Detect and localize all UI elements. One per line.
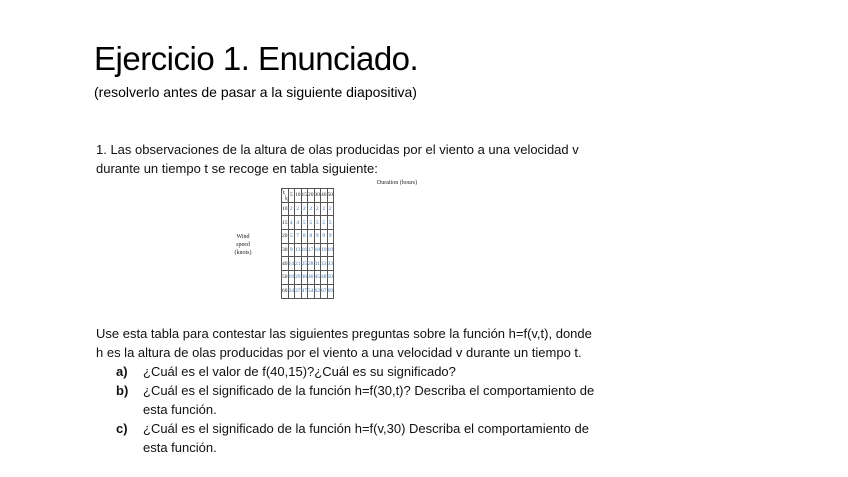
table-cell: 2 [314, 202, 321, 216]
intro-line: 1. Las observaciones de la altura de olas producidas por el viento a una velocidad v [96, 142, 579, 157]
table-cell: 40 [308, 271, 315, 285]
duration-caption: Duration (hours) [376, 180, 418, 186]
row-header-cell: 50 [282, 271, 289, 285]
row-caption-line: speed [236, 242, 250, 248]
column-header-cell: 5 [288, 189, 295, 203]
column-header-cell: 40 [321, 189, 328, 203]
question-line: esta función. [143, 440, 217, 455]
question-text [143, 362, 456, 381]
table-cell: 2 [327, 202, 334, 216]
table-header-row [282, 189, 334, 203]
column-header-cell: 20 [308, 189, 315, 203]
table-cell: 19 [288, 271, 295, 285]
question-label: c) [116, 421, 128, 436]
table-cell: 19 [321, 243, 328, 257]
row-header-cell: 15 [282, 216, 289, 230]
row-header-cell: 10 [282, 202, 289, 216]
corner-t: t [282, 190, 285, 196]
table-cell: 5 [301, 216, 308, 230]
table-cell: 17 [308, 243, 315, 257]
table-cell: 24 [288, 284, 295, 298]
body-line: h es la altura de olas producidas por el viento a una velocidad v durante un tiempo t. [96, 345, 582, 360]
table-cell: 69 [327, 284, 334, 298]
table-cell: 5 [288, 230, 295, 244]
table-cell: 19 [327, 243, 334, 257]
question-label: a) [116, 364, 128, 379]
table-cell: 9 [314, 230, 321, 244]
table-cell: 29 [295, 271, 302, 285]
table-cell: 33 [321, 257, 328, 271]
corner-v: v [285, 195, 288, 202]
table-cell: 54 [308, 284, 315, 298]
table-cell: 62 [314, 284, 321, 298]
question-text [143, 419, 589, 457]
table-row [282, 230, 334, 244]
table-cell: 13 [295, 243, 302, 257]
row-caption-line: (knots) [234, 250, 252, 256]
table-cell: 9 [321, 230, 328, 244]
table-cell: 2 [321, 202, 328, 216]
intro-line: durante un tiempo t se recoge en tabla siguiente: [96, 161, 378, 176]
table-cell: 5 [321, 216, 328, 230]
slide-subtitle: (resolverlo antes de pasar a la siguiente diapositiva) [94, 84, 417, 100]
question-item [116, 362, 676, 381]
question-item [116, 419, 676, 457]
table-cell: 2 [295, 202, 302, 216]
table-cell: 18 [314, 243, 321, 257]
table-cell: 16 [301, 243, 308, 257]
question-line: ¿Cuál es el valor de f(40,15)?¿Cuál es su significado? [143, 364, 456, 379]
table-cell: 9 [327, 230, 334, 244]
table-row [282, 271, 334, 285]
table-row [282, 216, 334, 230]
table-cell: 31 [314, 257, 321, 271]
question-item [116, 381, 676, 419]
table-body [282, 202, 334, 298]
question-line: ¿Cuál es el significado de la función h=f(30,t)? Describa el comportamiento de [143, 383, 595, 398]
slide-title: Ejercicio 1. Enunciado. [94, 40, 419, 77]
table-cell: 4 [288, 216, 295, 230]
table-cell: 37 [295, 284, 302, 298]
question-text [143, 381, 594, 419]
table-cell: 5 [314, 216, 321, 230]
row-header-cell: 20 [282, 230, 289, 244]
intro-text [96, 140, 656, 178]
table-row [282, 257, 334, 271]
table-cell: 25 [301, 257, 308, 271]
table-cell: 2 [308, 202, 315, 216]
column-header-cell: 15 [301, 189, 308, 203]
table-cell: 8 [308, 230, 315, 244]
table-row [282, 243, 334, 257]
column-header-cell: 30 [314, 189, 321, 203]
table-corner-cell [282, 189, 289, 203]
question-line: ¿Cuál es el significado de la función h=f(v,30) Describa el comportamiento de [143, 421, 589, 436]
table-cell: 7 [295, 230, 302, 244]
table-cell: 67 [321, 284, 328, 298]
column-header-cell: 10 [295, 189, 302, 203]
table-cell: 47 [301, 284, 308, 298]
body-line: Use esta tabla para contestar las siguientes preguntas sobre la función h=f(v,t), donde [96, 326, 592, 341]
table-cell: 2 [301, 202, 308, 216]
wave-height-table [281, 188, 334, 299]
table-cell: 8 [301, 230, 308, 244]
table-cell: 45 [314, 271, 321, 285]
question-body [96, 324, 676, 457]
table-cell: 33 [327, 257, 334, 271]
table-cell: 36 [301, 271, 308, 285]
question-list [96, 362, 676, 457]
row-header-cell: 30 [282, 243, 289, 257]
table-cell: 28 [308, 257, 315, 271]
table-cell: 5 [308, 216, 315, 230]
row-header-cell: 40 [282, 257, 289, 271]
row-caption-line: Wind [236, 234, 250, 240]
column-header-cell: 50 [327, 189, 334, 203]
table-row [282, 284, 334, 298]
table-cell: 9 [288, 243, 295, 257]
table-cell: 14 [288, 257, 295, 271]
table-cell: 2 [288, 202, 295, 216]
table-cell: 48 [321, 271, 328, 285]
question-label: b) [116, 383, 129, 398]
table-row [282, 202, 334, 216]
table-cell: 5 [327, 216, 334, 230]
table-cell: 4 [295, 216, 302, 230]
row-header-cell: 60 [282, 284, 289, 298]
table-cell: 50 [327, 271, 334, 285]
table-cell: 21 [295, 257, 302, 271]
question-line: esta función. [143, 402, 217, 417]
wind-speed-caption [228, 233, 258, 257]
